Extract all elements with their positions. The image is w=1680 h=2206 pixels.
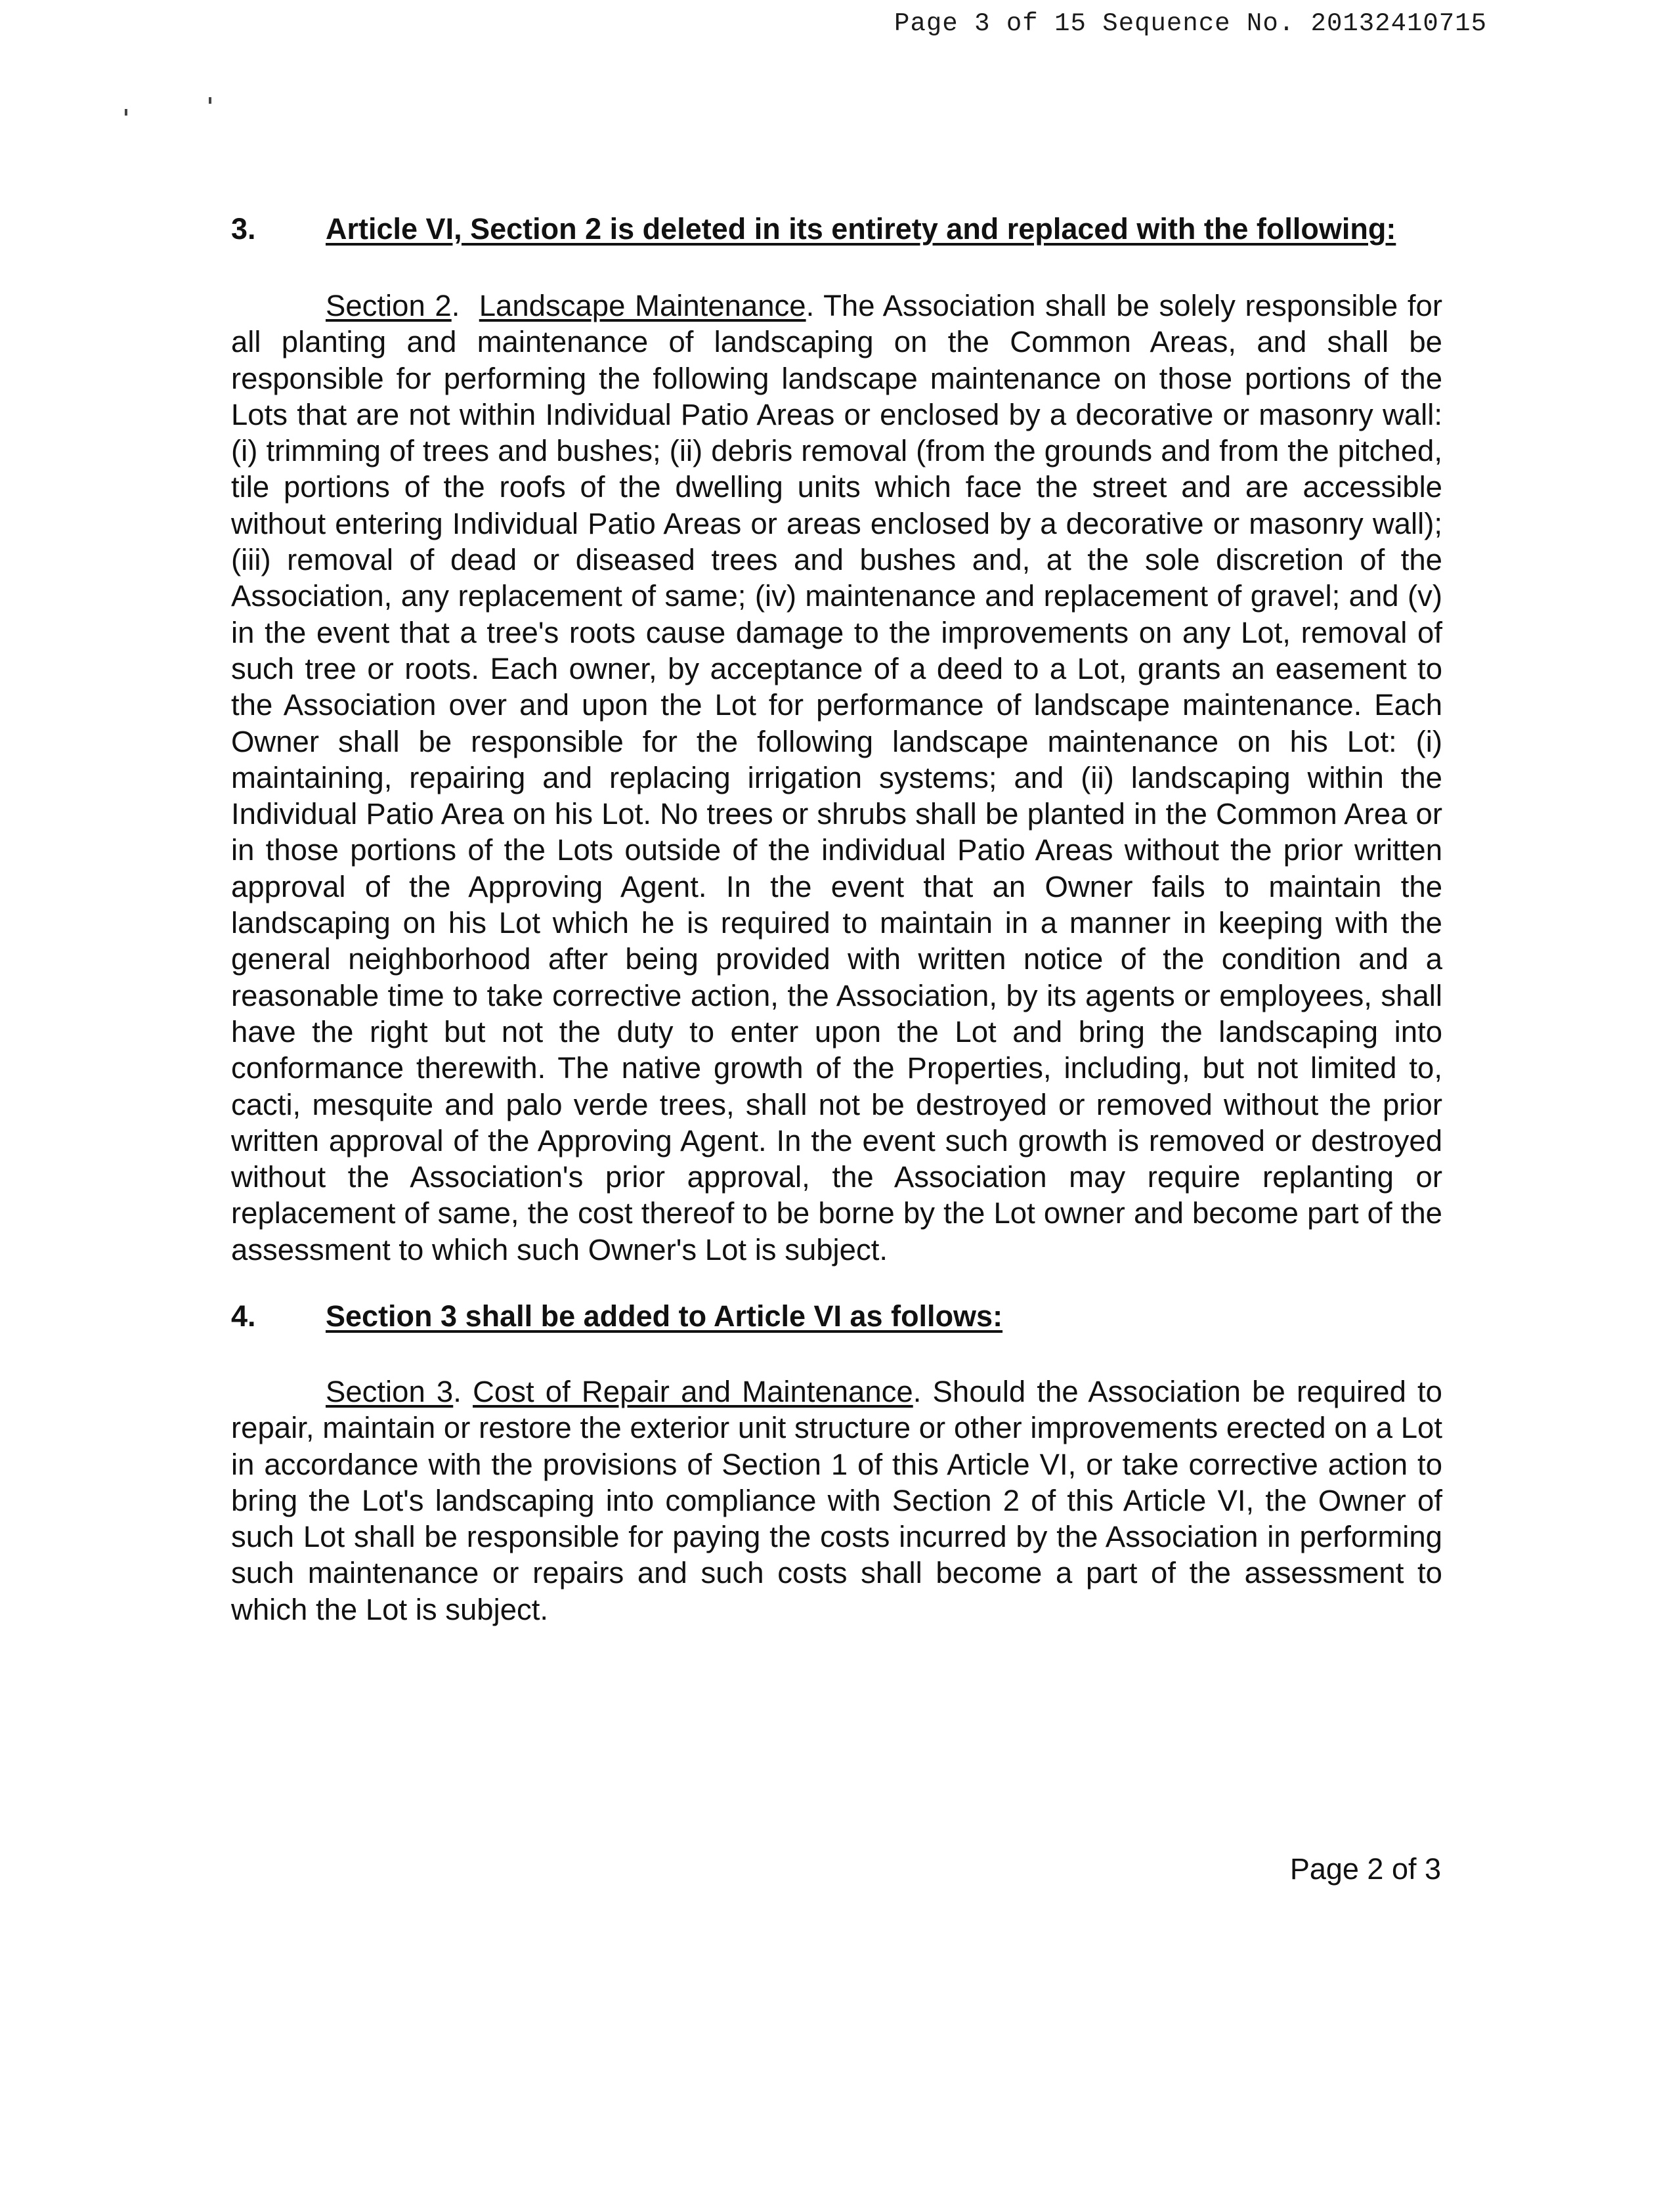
section-subject-sep: . xyxy=(913,1375,922,1408)
section-subject: Landscape Maintenance xyxy=(479,289,806,322)
section-number: 3. xyxy=(231,212,256,246)
section-label-sep: . xyxy=(451,289,460,322)
section-label: Section 3 xyxy=(326,1375,454,1408)
section-subject-sep: . xyxy=(806,289,815,322)
document-stamp: Page 3 of 15 Sequence No. 20132410715 xyxy=(894,9,1487,38)
section-label: Section 2 xyxy=(326,289,452,322)
section-label-sep: . xyxy=(453,1375,473,1408)
section-subject: Cost of Repair and Maintenance xyxy=(473,1375,913,1408)
section-heading-text: Section 3 shall be added to Article VI as follows: xyxy=(326,1299,1003,1333)
section-body: Should the Association be required to repair, maintain or restore the exterior unit structure or other improvements erected on a Lot in accordance with the provisions of Section 1 of this Article VI, or take corrective action to bring the Lot's landscaping into compliance with Section 2 of this Article VI, the Owner of such Lot shall be responsible for paying the costs incurred by the Association in performing such maintenance or repairs and such costs shall become a part of the assessment to which the Lot is subject. xyxy=(231,1375,1442,1626)
section-heading-text: Article VI, Section 2 is deleted in its entirety and replaced with the following: xyxy=(326,212,1396,246)
scan-speck xyxy=(209,97,211,104)
page-number: Page 2 of 3 xyxy=(1289,1852,1441,1886)
section-paragraph xyxy=(231,1373,1442,1628)
scan-speck xyxy=(125,109,127,116)
section-body: The Association shall be solely responsible for all planting and maintenance of landscaping on the Common Areas, and shall be responsible for performing the following landscape maintenance on those portions of the Lots that are not within Individual Patio Areas or enclosed by a decorative or masonry wall: (i) trimming of trees and bushes; (ii) debris removal (from the grounds and from the pitched, tile portions of the roofs of the dwelling units which face the street and are accessible without entering Individual Patio Areas or areas enclosed by a decorative or masonry wall); (iii) removal of dead or diseased trees and bushes and, at the sole discretion of the Association, any replacement of same; (iv) maintenance and replacement of gravel; and (v) in the event that a tree's roots cause damage to the improvements on any Lot, removal of such tree or roots. Each owner, by acceptance of a deed to a Lot, grants an easement to the Association over and upon the Lot for performance of landscape maintenance. Each Owner shall be responsible for the following landscape maintenance on his Lot: (i) maintaining, repairing and replacing irrigation systems; and (ii) landscaping within the Individual Patio Area on his Lot. No trees or shrubs shall be planted in the Common Area or in those portions of the Lots outside of the individual Patio Areas without the prior written approval of the Approving Agent. In the event that an Owner fails to maintain the landscaping on his Lot which he is required to maintain in a manner in keeping with the general neighborhood after being provided with written notice of the condition and a reasonable time to take corrective action, the Association, by its agents or employees, shall have the right but not the duty to enter upon the Lot and bring the landscaping into conformance therewith. The native growth of the Properties, including, but not limited to, cacti, mesquite and palo verde trees, shall not be destroyed or removed without the prior written approval of the Approving Agent. In the event such growth is removed or destroyed without the Association's prior approval, the Association may require replanting or replacement of same, the cost thereof to be borne by the Lot owner and become part of the assessment to which such Owner's Lot is subject. xyxy=(231,289,1442,1266)
section-number: 4. xyxy=(231,1299,256,1333)
section-paragraph xyxy=(231,288,1442,1268)
